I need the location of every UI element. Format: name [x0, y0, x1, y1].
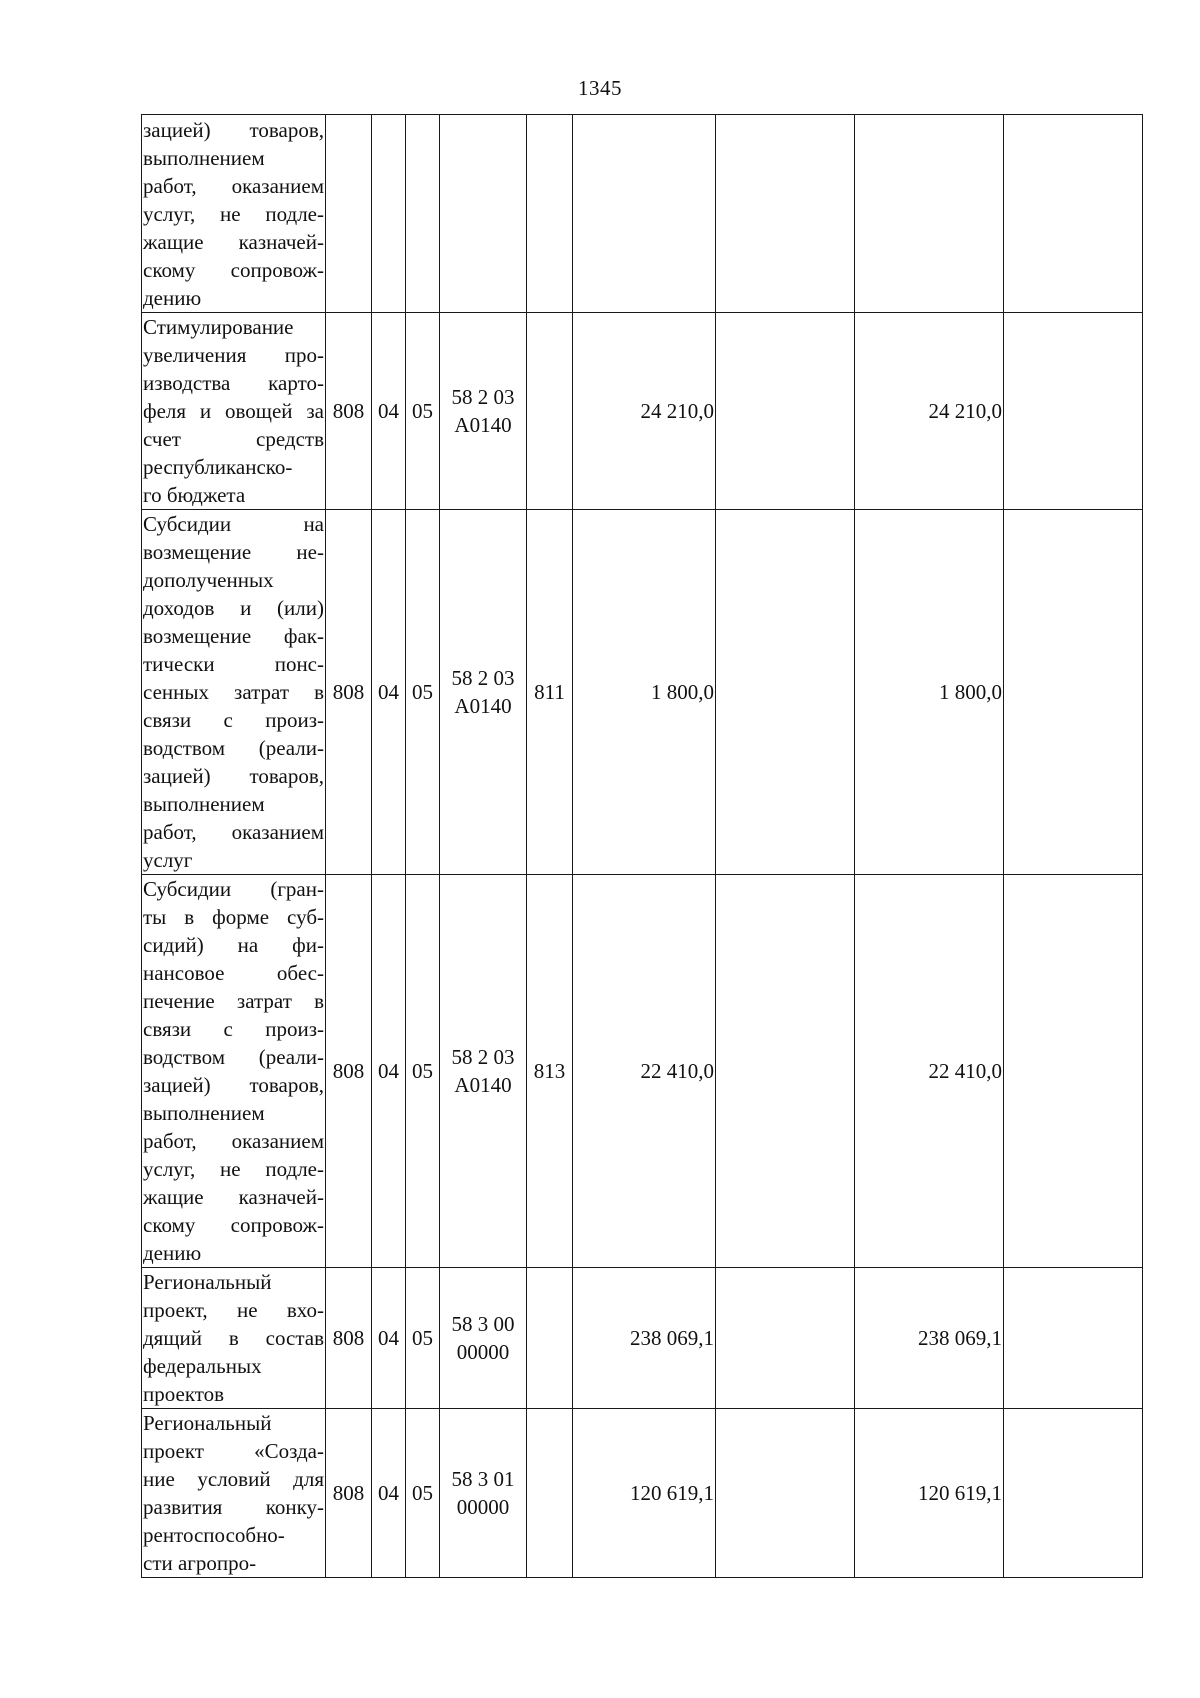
subsection-code: 05: [406, 313, 440, 510]
description-line: дящий в состав: [143, 1326, 324, 1350]
section-code: 04: [372, 1268, 406, 1409]
description-line: сидий) на фи-: [143, 933, 324, 957]
target-code-line: 00000: [456, 1495, 510, 1519]
federal-amount: [716, 1409, 855, 1578]
description-line: возмещение не-: [143, 540, 324, 564]
description-line: счет средств: [143, 427, 324, 451]
description-line: водством (реали-: [143, 1045, 324, 1069]
extra-amount: [1004, 510, 1143, 875]
ministry-code: 808: [326, 1409, 372, 1578]
target-code-line: 58 2 03: [451, 1045, 515, 1069]
description-line: республиканско-: [143, 455, 293, 479]
description-line: увеличения про-: [143, 343, 324, 367]
republic-amount: 24 210,0: [855, 313, 1004, 510]
row-description: [142, 510, 326, 875]
table-body: [142, 115, 1143, 1578]
section-code: 04: [372, 313, 406, 510]
description-line: работ, оказанием: [143, 820, 324, 844]
page-number: 1345: [578, 76, 622, 100]
republic-amount: 238 069,1: [855, 1268, 1004, 1409]
description-line: жащие казначей-: [143, 1185, 324, 1209]
description-line: ты в форме суб-: [143, 905, 324, 929]
target-code-line: A0140: [454, 694, 512, 718]
description-line: доходов и (или): [143, 596, 324, 620]
target-article-code: [440, 313, 527, 510]
description-line: скому сопровож-: [143, 1213, 324, 1237]
description-line: нансовое обес-: [143, 961, 324, 985]
description-line: услуг: [143, 848, 193, 872]
total-amount: 238 069,1: [573, 1268, 716, 1409]
ministry-code: 808: [326, 313, 372, 510]
target-article-code: [440, 1409, 527, 1578]
description-line: выполнением: [143, 145, 265, 170]
subsection-code: 05: [406, 1409, 440, 1578]
total-amount: [573, 115, 716, 313]
republic-amount: 1 800,0: [855, 510, 1004, 875]
table-row: [142, 115, 1143, 313]
description-line: работ, оказанием: [143, 1129, 324, 1153]
section-code: 04: [372, 875, 406, 1268]
description-line: изводства карто-: [143, 371, 324, 395]
expense-type-code: 811: [527, 510, 573, 875]
description-line: услуг, не подле-: [143, 1157, 324, 1181]
row-description: [142, 875, 326, 1268]
total-amount: 24 210,0: [573, 313, 716, 510]
description-line: Региональный: [143, 1411, 272, 1435]
ministry-code: 808: [326, 1268, 372, 1409]
total-amount: 1 800,0: [573, 510, 716, 875]
row-description: [142, 1268, 326, 1409]
target-code-line: 58 2 03: [451, 385, 515, 409]
description-line: тически понс-: [143, 652, 324, 676]
description-line: печение затрат в: [143, 989, 324, 1013]
ministry-code: 808: [326, 510, 372, 875]
section-code: [372, 115, 406, 313]
description-line: сенных затрат в: [143, 680, 324, 704]
target-code-line: A0140: [454, 413, 512, 437]
description-line: проект, не вхо-: [143, 1298, 324, 1322]
target-code-line: A0140: [454, 1073, 512, 1097]
federal-amount: [716, 115, 855, 313]
target-article-code: [440, 1268, 527, 1409]
description-line: развития конку-: [143, 1495, 324, 1519]
subsection-code: 05: [406, 510, 440, 875]
description-line: выполнением: [143, 1101, 265, 1125]
description-line: зацией) товаров,: [143, 764, 324, 788]
target-article-code: [440, 510, 527, 875]
description-line: возмещение фак-: [143, 624, 324, 648]
description-line: Субсидии на: [143, 512, 324, 536]
expense-type-code: [527, 1409, 573, 1578]
description-line: услуг, не подле-: [143, 201, 324, 226]
total-amount: 120 619,1: [573, 1409, 716, 1578]
description-line: Стимулирование: [143, 315, 294, 339]
total-amount: 22 410,0: [573, 875, 716, 1268]
target-article-code: [440, 875, 527, 1268]
description-line: федеральных: [143, 1354, 262, 1378]
description-line: дению: [143, 1241, 202, 1265]
subsection-code: 05: [406, 875, 440, 1268]
table-row: [142, 1268, 1143, 1409]
row-description: [142, 115, 326, 313]
expense-type-code: [527, 1268, 573, 1409]
description-line: го бюджета: [143, 483, 246, 507]
description-line: проект «Созда-: [143, 1439, 324, 1463]
description-line: жащие казначей-: [143, 229, 324, 254]
expense-type-code: [527, 313, 573, 510]
description-line: ние условий для: [143, 1467, 324, 1491]
description-line: зацией) товаров,: [143, 1073, 324, 1097]
table-row: [142, 875, 1143, 1268]
section-code: 04: [372, 510, 406, 875]
target-code-line: 00000: [456, 1340, 510, 1364]
description-line: сти агропро-: [143, 1551, 257, 1575]
republic-amount: 22 410,0: [855, 875, 1004, 1268]
extra-amount: [1004, 1268, 1143, 1409]
target-code-line: 58 3 01: [451, 1467, 515, 1491]
extra-amount: [1004, 875, 1143, 1268]
description-line: связи с произ-: [143, 708, 324, 732]
table-row: [142, 313, 1143, 510]
federal-amount: [716, 510, 855, 875]
description-line: зацией) товаров,: [143, 117, 324, 142]
description-line: дополученных: [143, 568, 274, 592]
section-code: 04: [372, 1409, 406, 1578]
target-article-code: [440, 115, 527, 313]
ministry-code: 808: [326, 875, 372, 1268]
federal-amount: [716, 1268, 855, 1409]
subsection-code: [406, 115, 440, 313]
row-description: [142, 1409, 326, 1578]
federal-amount: [716, 875, 855, 1268]
budget-table: [141, 114, 1143, 1578]
extra-amount: [1004, 115, 1143, 313]
target-code-line: 58 3 00: [451, 1312, 515, 1336]
target-code-line: 58 2 03: [451, 666, 515, 690]
description-line: Региональный: [143, 1270, 272, 1294]
description-line: дению: [143, 285, 202, 310]
description-line: скому сопровож-: [143, 257, 324, 282]
extra-amount: [1004, 1409, 1143, 1578]
description-line: водством (реали-: [143, 736, 324, 760]
row-description: [142, 313, 326, 510]
description-line: связи с произ-: [143, 1017, 324, 1041]
republic-amount: 120 619,1: [855, 1409, 1004, 1578]
ministry-code: [326, 115, 372, 313]
expense-type-code: [527, 115, 573, 313]
description-line: работ, оказанием: [143, 173, 324, 198]
description-line: выполнением: [143, 792, 265, 816]
description-line: рентоспособно-: [143, 1523, 285, 1547]
table-row: [142, 510, 1143, 875]
description-line: феля и овощей за: [143, 399, 324, 423]
federal-amount: [716, 313, 855, 510]
republic-amount: [855, 115, 1004, 313]
description-line: проектов: [143, 1382, 225, 1406]
extra-amount: [1004, 313, 1143, 510]
description-line: Субсидии (гран-: [143, 877, 324, 901]
subsection-code: 05: [406, 1268, 440, 1409]
table-row: [142, 1409, 1143, 1578]
expense-type-code: 813: [527, 875, 573, 1268]
